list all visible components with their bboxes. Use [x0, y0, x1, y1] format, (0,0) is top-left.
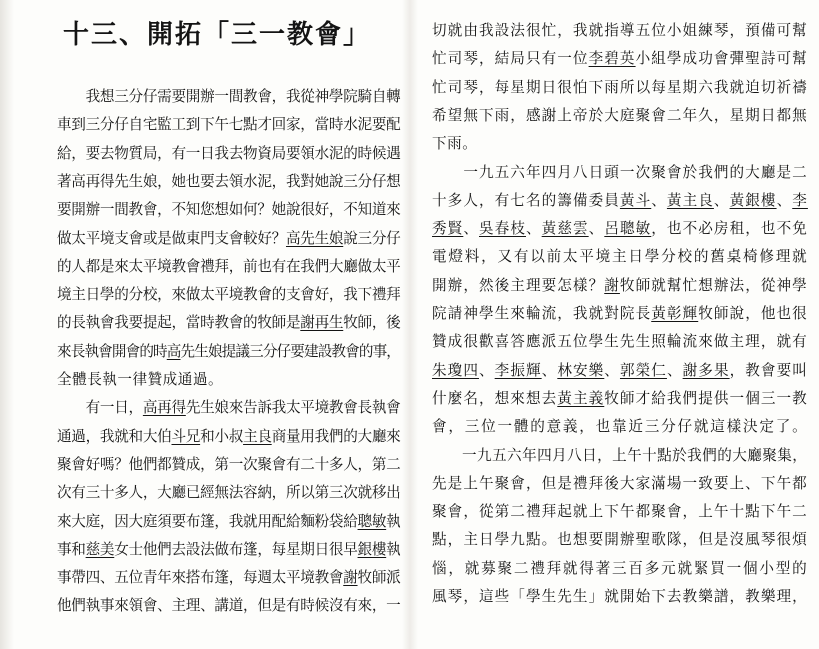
text-line [57, 371, 223, 389]
text-span: 車到三分仔自宅監工到下午七點才回家，當時水泥要配 [57, 116, 401, 134]
text-span: 做太平境支會或是做東門支會較好？ [57, 229, 286, 247]
text-span: 事帶四、五位青年來搭布篷，每週太平境教會 [57, 569, 344, 587]
text-span: 通過，我就和大伯 [57, 427, 172, 445]
text-line [432, 588, 808, 606]
text-span: 點，主日學九點。也想要開辦聖歌隊，但是沒風琴很煩 [432, 531, 808, 549]
underlined-name: 高 [166, 342, 181, 360]
text-span: 全體長執一律贊成通過。 [57, 371, 224, 388]
underlined-name: 謝 [604, 276, 620, 294]
text-line [57, 314, 400, 332]
underlined-name: 斗兄 [171, 427, 201, 445]
text-span: 、 [478, 361, 495, 379]
text-span: 、 [525, 220, 542, 238]
text-span: 一九五六年四月八日，上午十點於我們的大廳聚集， [432, 446, 808, 464]
text-span: 贊成很歡喜答應派五位學生先生照輪流來做主理，就有 [432, 333, 808, 351]
text-span: 惱，就募聚二禮拜就得著三百多元就緊買一個小型的 [432, 559, 809, 577]
text-span: 、 [588, 220, 605, 238]
page-edge-shadow [0, 0, 14, 649]
text-line [57, 286, 400, 304]
text-span: 有一日， [57, 399, 143, 417]
text-line [57, 145, 400, 163]
text-line [57, 484, 400, 502]
text-line [432, 418, 808, 436]
text-span: 、 [541, 361, 558, 379]
text-span: 、 [666, 361, 683, 379]
text-line [432, 164, 808, 182]
text-span: 來長執會開會的時 [57, 342, 167, 360]
text-span: 會，三位一體的意義，也靠近三分仔就這樣決定了。 [432, 418, 809, 436]
underlined-name: 李振輝 [494, 361, 542, 379]
underlined-name: 聰敏 [357, 512, 387, 530]
text-span: 的人都是來太平境教會禮拜，前也有在我們大廳做太平 [57, 257, 401, 275]
text-line [57, 513, 400, 531]
text-span: ，也不必房租，也不免 [651, 220, 808, 238]
text-line [432, 390, 808, 408]
underlined-name: 謝再生 [300, 314, 344, 332]
text-span: 、 [463, 220, 479, 238]
text-line [57, 230, 400, 248]
text-span: ，教會要叫 [729, 361, 808, 379]
text-span: 執 [386, 540, 401, 558]
text-line [57, 343, 400, 361]
underlined-name: 李 [792, 191, 808, 209]
underlined-name: 銀樓 [357, 540, 387, 558]
text-span: 忙司琴，結局只有一位 [432, 50, 589, 68]
text-span: 開辦，然後主理要怎樣？ [432, 276, 605, 294]
text-line [57, 173, 400, 191]
underlined-name: 高再得 [142, 399, 186, 417]
underlined-name: 高先生娘 [285, 229, 344, 247]
text-line [432, 362, 808, 380]
text-span: 說三分仔 [343, 229, 401, 247]
text-line [432, 135, 477, 153]
text-span: 女士他們去設法做布篷，每星期日很早 [114, 540, 358, 558]
text-span: 忙司琴，每星期日很怕下雨所以每星期六我就迫切祈禱 [432, 78, 808, 96]
text-span: 牧師說，他也很 [698, 305, 808, 322]
text-line [57, 569, 400, 587]
text-span: 要開辦一間教會，不知您想如何？她說很好，不知道來 [57, 201, 401, 219]
text-line [432, 560, 808, 578]
book-gutter [402, 0, 418, 649]
underlined-name: 謝多果 [682, 361, 730, 379]
text-span: 、 [713, 191, 730, 209]
text-line [432, 447, 807, 465]
underlined-name: 慈美 [85, 540, 115, 558]
text-span: 我想三分仔需要開辦一間教會，我從神學院騎自轉 [57, 88, 401, 105]
underlined-name: 謝 [343, 569, 358, 587]
text-span: 風琴，這些「學生先生」就開始下去教樂譜，教樂理， [432, 588, 808, 605]
chapter-title: 十三、開拓「三一教會」 [63, 20, 372, 50]
text-line [432, 107, 808, 125]
text-line [432, 22, 808, 40]
text-line [57, 399, 400, 417]
text-line [57, 258, 400, 276]
text-span: 下雨。 [432, 135, 478, 153]
text-line [57, 428, 401, 446]
text-span: 、 [604, 361, 620, 379]
text-line [432, 503, 808, 521]
text-line [57, 201, 400, 219]
text-line [57, 597, 400, 615]
text-span: 他們執事來領會、主理、講道，但是有時候沒有來，一 [57, 597, 401, 615]
underlined-name: 黃主良 [666, 191, 714, 209]
underlined-name: 李碧英 [588, 50, 636, 68]
text-span: 聚會，從第二禮拜起就上下午都聚會，上午十點下午二 [432, 503, 808, 521]
underlined-name: 朱瓊四 [432, 361, 479, 379]
text-line [432, 475, 808, 493]
text-line [432, 305, 808, 323]
text-span: 切就由我設法很忙，我就指導五位小姐練琴，預備可幫 [432, 22, 808, 39]
text-span: 先生娘提議三分仔要建設教會的事， [180, 342, 401, 360]
text-span: 商量用我們的大廳來 [271, 427, 401, 445]
text-line [432, 248, 808, 266]
underlined-name: 黃斗 [619, 191, 652, 209]
text-line [432, 333, 808, 351]
text-span: 著高再得先生娘，她也要去領水泥，我對她說三分仔想 [57, 172, 401, 190]
text-span: 聚會好嗎？他們都贊成，第一次聚會有二十多人，第二 [57, 455, 401, 473]
underlined-name: 林安樂 [557, 361, 605, 379]
text-line [57, 456, 400, 474]
underlined-name: 黃銀樓 [729, 191, 777, 209]
text-span: 境主日學的分校，來做太平境教會的支會好，我下禮拜 [57, 286, 401, 304]
underlined-name: 秀賢 [432, 220, 464, 238]
text-span: 先生娘來告訴我太平境教會長執會 [185, 399, 401, 417]
text-span: 、 [651, 191, 667, 209]
underlined-name: 呂聰敏 [604, 220, 652, 238]
text-span: 、 [776, 191, 793, 209]
text-span: 執 [386, 512, 401, 530]
text-span: 小組學成功會彈聖詩可幫 [635, 50, 808, 68]
text-span: 希望無下雨，感謝上帝於大庭聚會二年久，星期日都無 [432, 106, 808, 124]
text-span: 院請神學生來輪流，我就對院長 [432, 305, 652, 322]
text-span: 十多人，有七名的籌備委員 [432, 191, 620, 209]
text-span: 來大庭，因大庭須要布篷，我就用配給麵粉袋給 [57, 512, 358, 530]
text-line [432, 277, 808, 295]
text-span: 的長執會我要提起，當時教會的牧師是 [57, 314, 301, 332]
underlined-name: 主良 [243, 427, 272, 445]
underlined-name: 吳春枝 [479, 220, 526, 238]
underlined-name: 黃主義 [557, 389, 605, 407]
text-line [432, 192, 808, 210]
text-span: 牧師才給我們提供一個三一教 [604, 389, 808, 407]
text-span: 牧師就幫忙想辦法，從神學 [619, 276, 808, 294]
text-span: 牧師派 [357, 569, 401, 587]
text-line [57, 116, 400, 134]
text-span: 次有三十多人，大廳已經無法容納，所以第三次就移出 [57, 484, 401, 502]
text-span: 什麼名，想來想去 [432, 389, 558, 407]
text-span: 一九五六年四月八日頭一次聚會於我們的大廳是二 [432, 163, 808, 181]
text-line [57, 88, 400, 106]
text-span: 牧師，後 [343, 314, 401, 332]
text-span: 事和 [57, 540, 86, 558]
text-line [57, 541, 400, 559]
text-line [432, 79, 808, 97]
text-span: 和小叔 [200, 427, 244, 445]
text-span: 給，要去物質局，有一日我去物資局要領水泥的時候遇 [57, 144, 401, 162]
underlined-name: 郭榮仁 [619, 361, 667, 379]
text-line [432, 50, 808, 68]
underlined-name: 黃彰輝 [651, 305, 699, 322]
underlined-name: 黃慈雲 [541, 220, 589, 238]
text-span: 先是上午聚會，但是禮拜後大家滿場一致要上、下午都 [432, 474, 808, 492]
text-line [432, 220, 808, 238]
text-span: 電燈料，又有以前太平境主日學分校的舊桌椅修理就 [432, 248, 809, 266]
text-line [432, 531, 808, 549]
